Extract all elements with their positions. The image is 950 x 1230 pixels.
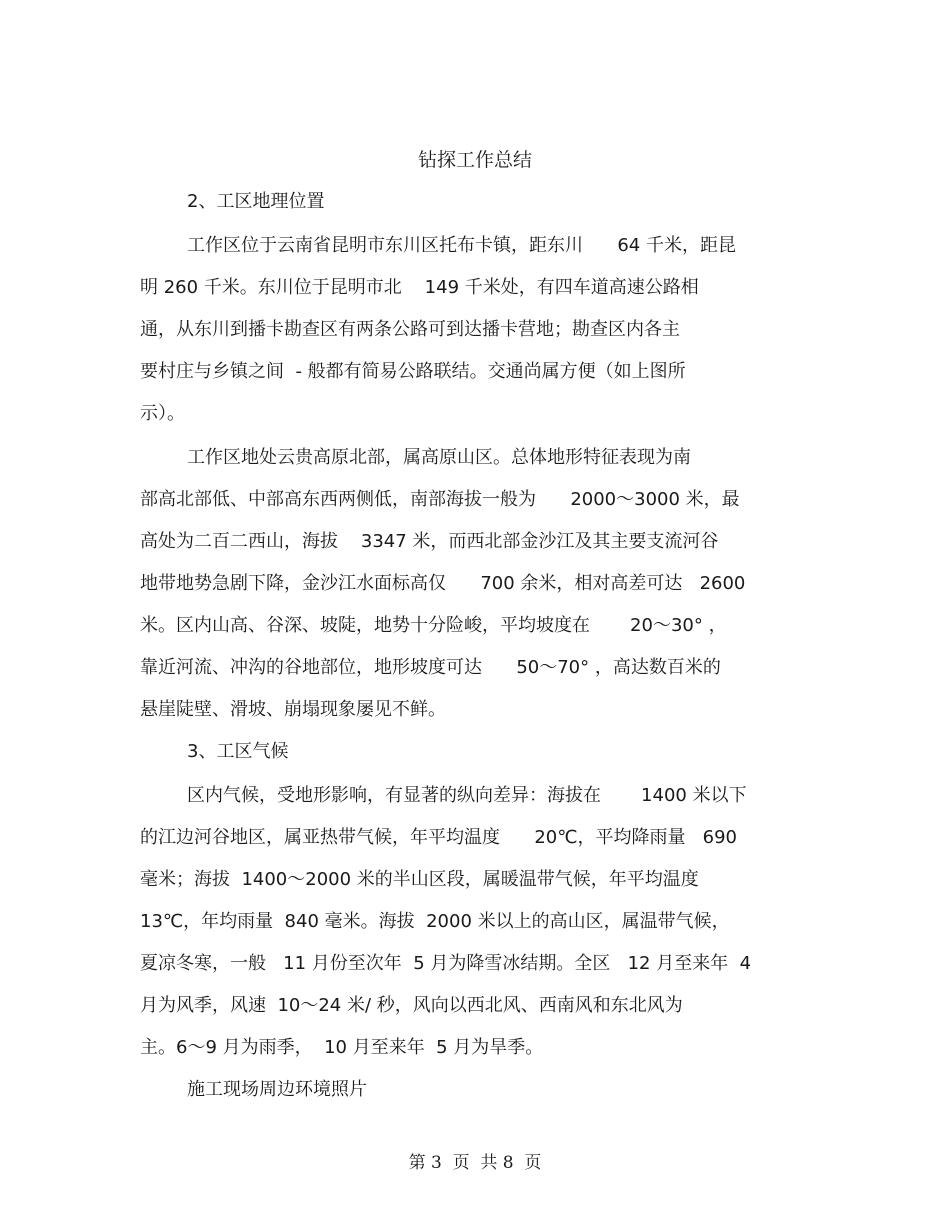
- paragraph-line: 悬崖陡壁、滑坡、崩塌现象屡见不鲜。: [140, 699, 446, 720]
- photo-caption: 施工现场周边环境照片: [187, 1079, 367, 1100]
- page-title: 钻探工作总结: [417, 149, 532, 171]
- paragraph-line: 部高北部低、中部高东西两侧低，南部海拔一般为 2000～3000 米，最: [140, 489, 740, 510]
- paragraph-line: 月为风季，风速 10～24 米/ 秒，风向以西北风、西南风和东北风为: [140, 995, 683, 1016]
- paragraph-line: 明 260 千米。东川位于昆明市北 149 千米处，有四车道高速公路相: [140, 277, 699, 298]
- paragraph-line: 区内气候，受地形影响，有显著的纵向差异：海拔在 1400 米以下: [187, 785, 747, 806]
- paragraph-line: 地带地势急剧下降，金沙江水面标高仅 700 余米，相对高差可达 2600: [140, 573, 746, 594]
- paragraph-line: 通，从东川到播卡勘查区有两条公路可到达播卡营地；勘查区内各主: [140, 319, 680, 340]
- paragraph-line: 的江边河谷地区，属亚热带气候，年平均温度 20℃，平均降雨量 690: [140, 827, 737, 848]
- paragraph-line: 工作区地处云贵高原北部，属高原山区。总体地形特征表现为南: [187, 447, 691, 468]
- section-heading-location: 2、工区地理位置: [187, 191, 325, 212]
- paragraph-line: 工作区位于云南省昆明市东川区托布卡镇，距东川 64 千米，距昆: [187, 235, 736, 256]
- paragraph-line: 高处为二百二西山，海拔 3347 米，而西北部金沙江及其主要支流河谷: [140, 531, 719, 552]
- paragraph-line: 夏凉冬寒，一般 11 月份至次年 5 月为降雪冰结期。全区 12 月至来年 4: [140, 953, 752, 974]
- paragraph-line: 靠近河流、冲沟的谷地部位，地形坡度可达 50～70° ，高达数百米的: [140, 657, 721, 678]
- paragraph-line: 主。6～9 月为雨季， 10 月至来年 5 月为旱季。: [140, 1037, 544, 1058]
- paragraph-line: 要村庄与乡镇之间 - 般都有简易公路联结。交通尚属方便（如上图所: [140, 361, 686, 382]
- page-footer: 第 3 页 共 8 页: [408, 1153, 542, 1173]
- paragraph-line: 示）。: [140, 403, 185, 424]
- paragraph-line: 米。区内山高、谷深、坡陡，地势十分险峻，平均坡度在 20～30° ，: [140, 615, 727, 636]
- paragraph-line: 毫米；海拔 1400～2000 米的半山区段，属暖温带气候，年平均温度: [140, 869, 699, 890]
- paragraph-line: 13℃，年均雨量 840 毫米。海拔 2000 米以上的高山区，属温带气候，: [140, 911, 730, 932]
- section-heading-climate: 3、工区气候: [187, 741, 289, 762]
